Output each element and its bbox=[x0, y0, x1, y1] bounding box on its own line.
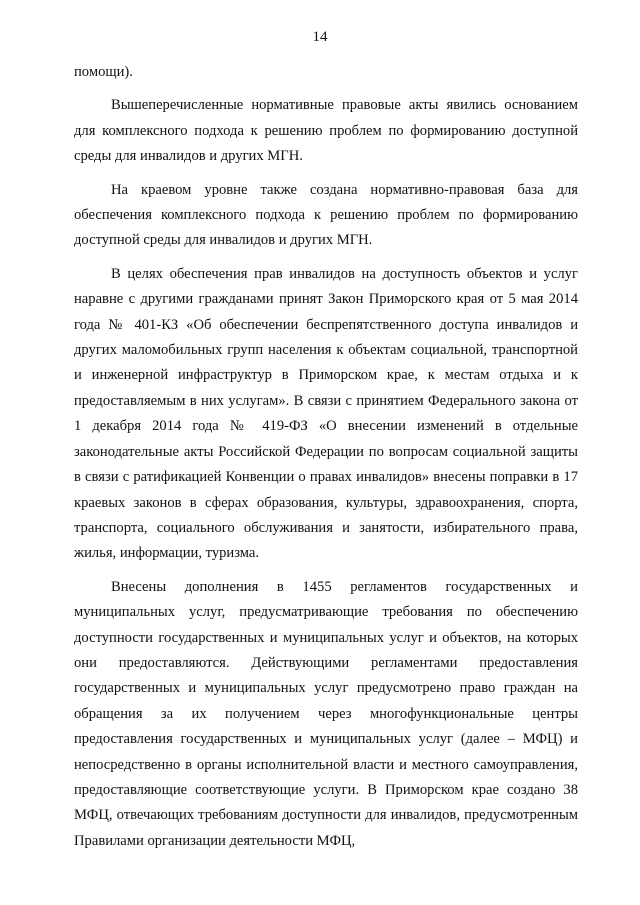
paragraph-continuation: помощи). bbox=[74, 64, 133, 80]
paragraph-primorsky-law: В целях обеспечения прав инвалидов на доступность объектов и услуг наравне с другими гражданами принят Закон Приморского края от 5 мая 2014 года № 401-КЗ «Об обеспечении беспрепятственного доступа инвалидов и других маломобильных групп населения к объектам социальной, транспортной и инженерной инфраструктур в Приморском крае, к местам отдыха и к предоставляемым в них услугам». В связи с принятием Федерального закона от 1 декабря 2014 года № 419-ФЗ «О внесении изменений в отдельные законодательные акты Российской Федерации по вопросам социальной защиты в связи с ратификацией Конвенции о правах инвалидов» внесены поправки в 17 краевых законов в сферах образования, культуры, здравоохранения, спорта, транспорта, социального обслуживания и занятости, избирательного права, жилья, информации, туризма. bbox=[74, 265, 578, 562]
page-number: 14 bbox=[312, 29, 328, 45]
paragraph-regulations: Внесены дополнения в 1455 регламентов государственных и муниципальных услуг, предусматривающие требования по обеспечению доступности государственных и муниципальных услуг и объектов, на которых они предоставляются. Действующими регламентами предоставления государственных и муниципальных услуг предусмотрено право граждан на обращения за их получением через многофункциональные центры предоставления государственных и муниципальных услуг (далее – МФЦ) и непосредственно в органы исполнительной власти и местного самоуправления, предоставляющие соответствующие услуги. В Приморском крае создано 38 МФЦ, отвечающих требованиям доступности для инвалидов, предусмотренным Правилами организации деятельности МФЦ, bbox=[74, 578, 578, 849]
paragraph-legal-acts: Вышеперечисленные нормативные правовые акты явились основанием для комплексного подхода к решению проблем по формированию доступной среды для инвалидов и других МГН. bbox=[74, 97, 578, 165]
body-text bbox=[74, 60, 578, 854]
paragraph-regional-base: На краевом уровне также создана нормативно-правовая база для обеспечения комплексного подхода к решению проблем по формированию доступной среды для инвалидов и других МГН. bbox=[74, 181, 578, 249]
